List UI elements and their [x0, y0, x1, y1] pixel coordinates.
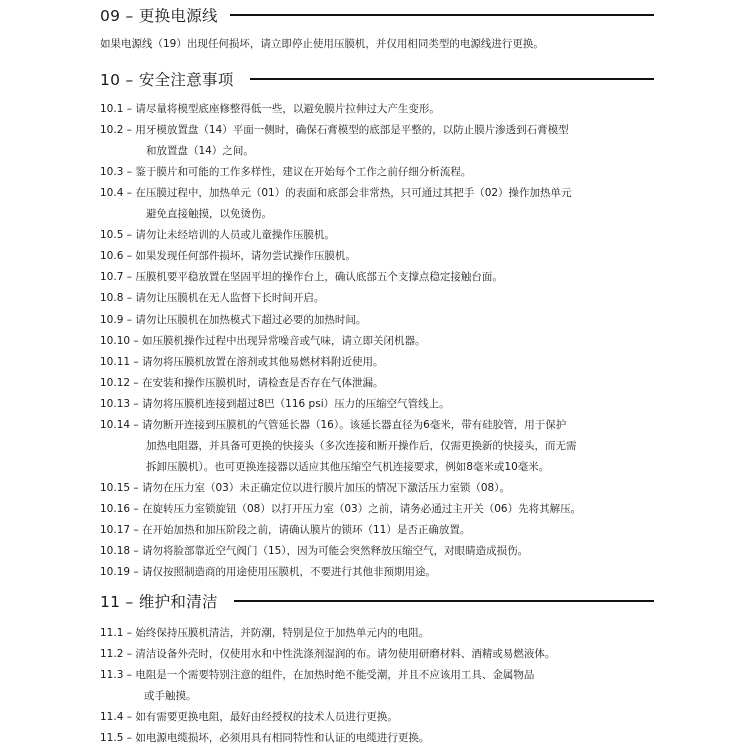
item-dash: – [123, 229, 136, 242]
section-09-text: 如果电源线（19）出现任何损坏，请立即停止使用压膜机，并仅用相同类型的电源线进行更换。 [100, 38, 544, 50]
item-continuation-line: 或手触摸。 [144, 690, 197, 702]
item-line [100, 288, 324, 309]
item-number: 10.2 [100, 124, 124, 137]
item-text: 请勿将脸部靠近空气阀门（15），因为可能会突然释放压缩空气，对眼睛造成损伤。 [142, 545, 529, 558]
list-item [100, 373, 384, 394]
item-continuation-line: 加热电阻器，并具备可更换的快接头（多次连接和断开操作后，仅需更换新的快接头，而无需 [146, 439, 577, 452]
list-item [100, 478, 510, 499]
section-09-header [100, 4, 654, 26]
item-number: 10.19 [100, 566, 131, 579]
item-continuation-line: 和放置盘（14）之间。 [146, 145, 254, 158]
item-text: 电阻是一个需要特别注意的组件，在加热时绝不能受潮，并且不应该用工具、金属物品 [135, 669, 535, 681]
item-text: 请勿让压膜机在无人监督下长时间开启。 [135, 292, 325, 305]
item-line [100, 665, 534, 686]
item-text: 始终保持压膜机清洁，并防潮，特别是位于加热单元内的电阻。 [135, 627, 430, 639]
item-text: 在旋转压力室锁旋钮（08）以打开压力室（03）之前，请务必通过主开关（06）先将其解压。 [142, 502, 582, 515]
item-line [100, 246, 356, 267]
item-number: 11.2 [100, 648, 124, 660]
list-item [100, 499, 581, 520]
item-text: 如电源电缆损坏，必须用具有相同特性和认证的电缆进行更换。 [135, 732, 430, 744]
item-number: 10.16 [100, 502, 131, 515]
item-text: 在安装和操作压膜机时，请检查是否存在气体泄漏。 [142, 376, 384, 389]
item-dash: – [123, 124, 136, 137]
item-text: 在开始加热和加压阶段之前，请确认膜片的锁环（11）是否正确放置。 [142, 524, 471, 536]
item-dash: – [123, 732, 136, 744]
list-item [100, 623, 429, 644]
item-dash: – [130, 481, 142, 494]
item-dash: – [130, 376, 142, 389]
item-dash: – [123, 292, 136, 305]
item-line [100, 352, 384, 373]
item-dash: – [123, 271, 136, 284]
item-dash: – [130, 397, 142, 410]
item-line [100, 373, 384, 394]
item-number: 10.8 [100, 292, 124, 305]
item-number: 10.5 [100, 229, 124, 242]
item-line [100, 644, 555, 665]
item-line [100, 99, 440, 120]
section-09-rule [230, 14, 654, 16]
item-line [100, 162, 471, 183]
list-item [100, 394, 450, 415]
item-dash: – [123, 103, 136, 115]
item-text: 请勿让压膜机在加热模式下超过必要的加热时间。 [135, 313, 367, 326]
item-number: 10.17 [100, 524, 131, 536]
section-10-header [100, 68, 654, 90]
item-line [100, 499, 581, 520]
item-dash: – [123, 669, 136, 681]
item-number: 10.14 [100, 418, 131, 431]
item-dash: – [123, 166, 136, 179]
item-dash: – [130, 334, 142, 347]
item-text: 请勿在压力室（03）未正确定位以进行膜片加压的情况下激活压力室锁（08）。 [142, 481, 510, 494]
item-line [100, 267, 503, 288]
section-11-rule [234, 600, 654, 602]
item-line [100, 225, 335, 246]
item-text: 请勿让未经培训的人员或儿童操作压膜机。 [135, 229, 335, 242]
item-dash: – [130, 502, 142, 515]
item-line [100, 707, 398, 728]
item-continuation-line: 拆卸压膜机）。也可更换连接器以适应其他压缩空气机连接要求，例如8毫米或10毫米。 [146, 460, 550, 473]
list-item [100, 99, 440, 120]
item-number: 10.6 [100, 250, 124, 263]
item-text: 请勿断开连接到压膜机的气管延长器（16）。该延长器直径为6毫米，带有硅胶管，用于保护 [142, 418, 567, 431]
item-number: 10.18 [100, 545, 131, 558]
item-number: 10.11 [100, 355, 131, 368]
item-line [100, 331, 426, 352]
item-line [100, 623, 429, 644]
item-text: 鉴于膜片和可能的工作多样性，建议在开始每个工作之前仔细分析流程。 [135, 166, 472, 179]
item-text: 如有需要更换电阻，最好由经授权的技术人员进行更换。 [135, 711, 398, 723]
item-continuation-line: 避免直接触摸，以免烫伤。 [146, 208, 272, 221]
list-item [100, 728, 429, 749]
list-item [100, 541, 528, 562]
item-text: 如压膜机操作过程中出现异常噪音或气味，请立即关闭机器。 [142, 334, 426, 347]
list-item [100, 352, 384, 373]
item-line [100, 541, 528, 562]
list-item [100, 665, 534, 707]
section-09-title: 09 – 更换电源线 [100, 7, 218, 25]
list-item [100, 162, 471, 183]
item-number: 10.4 [100, 187, 124, 200]
item-dash: – [123, 250, 136, 263]
section-11-header [100, 590, 654, 612]
item-number: 11.5 [100, 732, 124, 744]
list-item [100, 120, 569, 162]
list-item [100, 267, 503, 288]
list-item [100, 520, 470, 541]
list-item [100, 562, 436, 583]
item-number: 10.1 [100, 103, 124, 115]
section-11-title: 11 – 维护和清洁 [100, 593, 218, 611]
list-item [100, 288, 324, 309]
list-item [100, 644, 555, 665]
item-number: 11.3 [100, 669, 124, 681]
item-text: 用牙模放置盘（14）平面一侧时，确保石膏模型的底部是平整的，以防止膜片渗透到石膏模型 [135, 124, 569, 137]
item-dash: – [123, 648, 136, 660]
item-text: 请勿将压膜机放置在溶剂或其他易燃材料附近使用。 [142, 355, 384, 368]
item-dash: – [130, 524, 142, 536]
list-item [100, 331, 426, 352]
item-number: 10.7 [100, 271, 124, 284]
item-text: 压膜机要平稳放置在坚固平坦的操作台上，确认底部五个支撑点稳定接触台面。 [135, 271, 503, 284]
item-line [100, 120, 569, 141]
item-line [100, 415, 577, 436]
item-line [100, 728, 429, 749]
section-10-rule [250, 78, 654, 80]
list-item [100, 707, 398, 728]
item-number: 11.1 [100, 627, 124, 639]
item-dash: – [123, 313, 136, 326]
item-dash: – [123, 187, 136, 200]
item-line [100, 183, 572, 204]
item-dash: – [123, 711, 136, 723]
list-item [100, 183, 572, 225]
item-line [100, 394, 450, 415]
item-dash: – [123, 627, 136, 639]
item-line [100, 478, 510, 499]
item-text: 在压膜过程中，加热单元（01）的表面和底部会非常热，只可通过其把手（02）操作加热单元 [135, 187, 572, 200]
item-line [100, 520, 470, 541]
item-number: 11.4 [100, 711, 124, 723]
item-number: 10.15 [100, 481, 131, 494]
item-line [100, 562, 436, 583]
list-item [100, 225, 335, 246]
list-item [100, 310, 366, 331]
item-text: 请尽量将模型底座修整得低一些，以避免膜片拉伸过大产生变形。 [135, 103, 440, 115]
item-number: 10.9 [100, 313, 124, 326]
list-item [100, 415, 577, 478]
item-number: 10.13 [100, 397, 131, 410]
item-dash: – [130, 355, 142, 368]
item-line [100, 310, 366, 331]
item-text: 请仅按照制造商的用途使用压膜机，不要进行其他非预期用途。 [142, 566, 436, 579]
list-item [100, 246, 356, 267]
section-10-title: 10 – 安全注意事项 [100, 71, 234, 89]
item-text: 请勿将压膜机连接到超过8巴（116 psi）压力的压缩空气管线上。 [142, 397, 450, 410]
item-number: 10.10 [100, 334, 131, 347]
item-text: 清洁设备外壳时，仅使用水和中性洗涤剂湿润的布。请勿使用研磨材料、酒精或易燃液体。 [135, 648, 556, 660]
item-dash: – [130, 566, 142, 579]
item-text: 如果发现任何部件损坏，请勿尝试操作压膜机。 [135, 250, 356, 263]
item-number: 10.3 [100, 166, 124, 179]
item-number: 10.12 [100, 376, 131, 389]
item-dash: – [130, 545, 142, 558]
item-dash: – [130, 418, 142, 431]
